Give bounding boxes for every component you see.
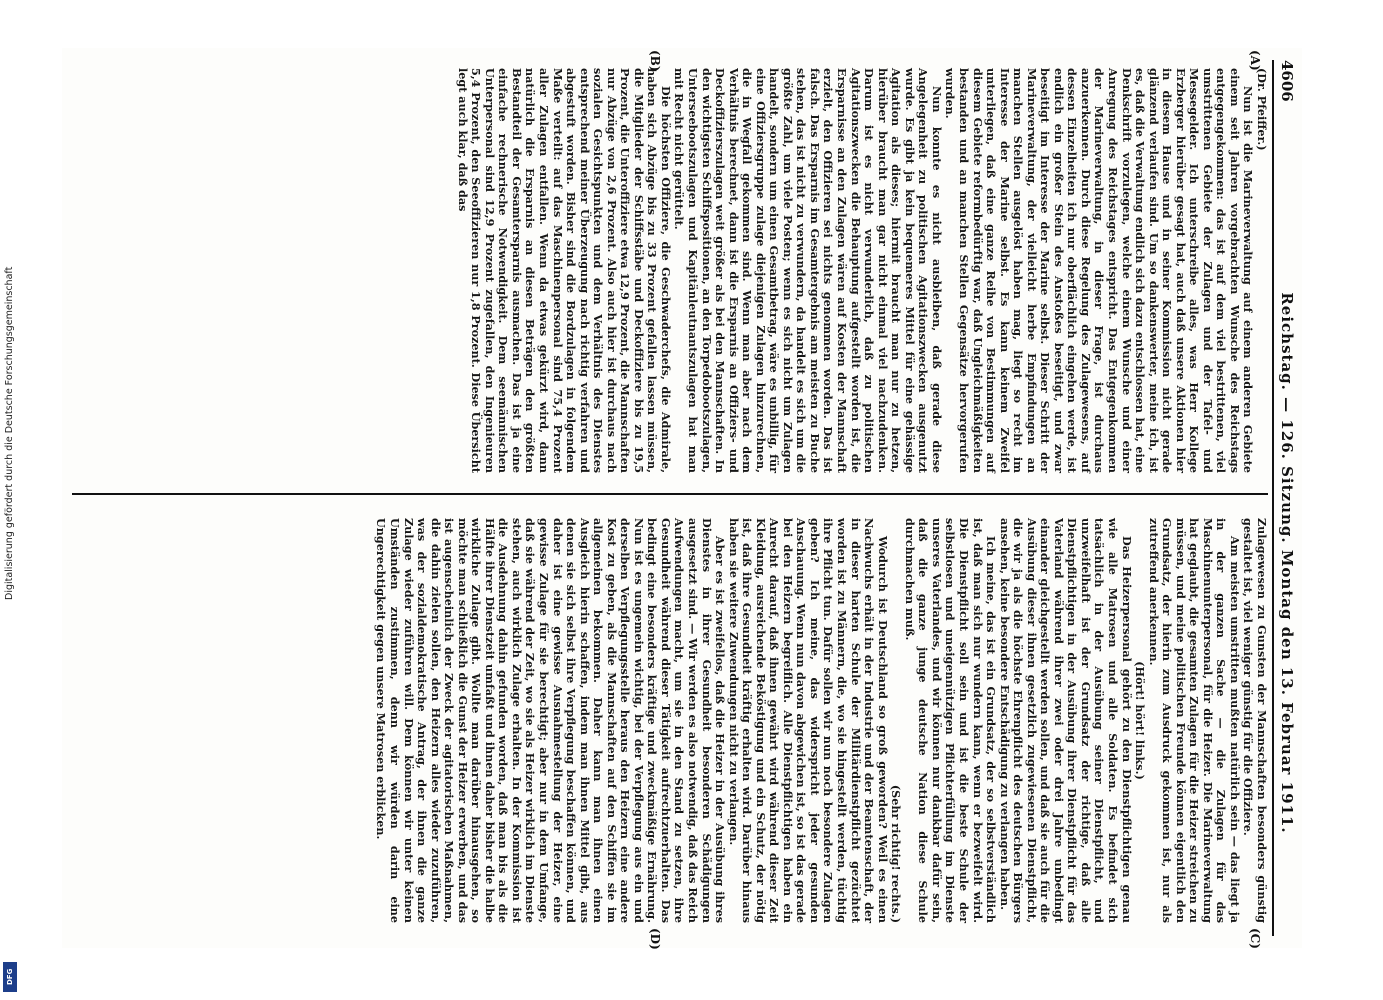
speaker-label: (Dr. Pfeiffer.) bbox=[1255, 68, 1269, 151]
margin-marker-d: (D) bbox=[648, 928, 662, 950]
page-header bbox=[1272, 60, 1296, 936]
paragraph: Am meisten umstritten mußten natürlich sein — das liegt ja in der ganzen Sache — die Zulagen für das Maschinenunterpersonal, für die Heizer. Die Marineverwaltung hat geglaubt, die gesamten Zulagen für die Heizer streichen zu müssen, und meine politischen Freunde können eigentlich den Grundsatz, der hierin zum Ausdruck gekommen ist, nur als zutreffend anerkennen. bbox=[1146, 518, 1242, 923]
paragraph: Nun ist die Marineverwaltung auf einem anderen Gebiete einem seit Jahren vorgebrachten Wunsche des Reichstags entgegengekommen: das ist auf dem viel bestrittenen, viel umstrittenen Gebiete der Zulagen und der Tafel- und Messegelder. Ich unterschreibe alles, was Herr Kollege Erzberger hierüber gesagt hat, auch daß unsere Aktionen hier in diesem Hause und in seiner Kommission nicht gerade glänzend verlaufen sind. Um so dankenswerter, meine ich, ist es, daß die Verwaltung endlich sich dazu entschlossen hat, eine Denkschrift vorzulegen, welche einem Wunsche und einer Anregung des Reichstages entspricht. Das Entgegenkommen der Marineverwaltung, in dieser Frage, ist durchaus anzuerkennen. Durch diese Regelung des Zulagewesens, auf dessen Einzelheiten ich nur oberflächlich eingehen werde, ist endlich ein großer Stein des Anstoßes beseitigt, und zwar beseitigt im Interesse der Marine selbst. Dieser Schritt der Marineverwaltung, der vielleicht herbe Empfindungen an manchen Stellen ausgelöst haben mag, liegt so recht im Interesse der Marine selbst. Es kann keinem Zweifel unterliegen, daß eine ganze Reihe von Bestimmungen auf diesem Gebiete reformbedürftig war, daß Ungleichmäßigkeiten bestanden und an manchen Stellen Gegensätze hervorgerufen wurden. bbox=[943, 68, 1256, 473]
scanned-page bbox=[62, 48, 1302, 948]
right-column bbox=[72, 518, 1268, 923]
paragraph: Ich meine, das ist ein Grundsatz, der so selbstverständlich ist, daß man sich nur wundern kann, wenn er bezweifelt wird. Die Dienstpflicht soll sein und ist die beste Schule der selbstlosen und uneigennützigen Pflichterfüllung im Dienste unseres Vaterlandes, und wir können nur dankbar dafür sein, daß die ganze junge deutsche Nation diese Schule durchmachen muß. bbox=[902, 518, 999, 923]
digitization-credit: Digitalisierung gefördert durch die Deutsche Forschungsgemeinschaft bbox=[4, 266, 15, 600]
paragraph: Aber es ist zweifellos, daß die Heizer in der Ausübung ihres Dienstes in ihrer Gesundheit besonderen Schädigungen ausgesetzt sind. — Wir werden es also notwendig, daß das Reich Aufwendungen macht, um sie in den Stand zu setzen, ihre Gesundheit während dieser Tätigkeit aufrechtzuerhalten. Das bedingt eine besonders kräftige und zweckmäßige Ernährung. Nun ist es ungemein wichtig, bei der Verpflegung aus ein und derselben Verpflegungsstelle heraus den Heizern eine andere Kost zu geben, als die Mannschaften auf den Schiffen sie im allgemeinen bekommen. Daher kann man ihnen einen Ausgleich hierin schaffen, indem man ihnen Mittel gibt, aus denen sie sich selbst ihre Verpflegung beschaffen können, und daher ist eine gewisse Ausnahmestellung der Heizer, eine gewisse Zulage für sie berechtigt; aber nur in dem Umfange, daß sie während der Zeit, wo sie als Heizer wirklich im Dienste stehen, auch wirklich Zulage erhalten. In der Kommission ist die Ausdehnung dahin gefunden worden, daß man bis als die Hälfte ihrer Dienstzeit umfaßt und ihnen daher bisher die halbe wirkliche Zulage gibt. Wollte man darüber hinausgehen, so möchte man schließlich die Gunst der Heizer erwerben, und das ist augenscheinlich der Zweck der agitatorischen Maßnahmen, die dahin zielen sollen, den Heizern alles wieder zuzuführen, was der sozialdemokratische Antrag, der ihnen die ganze Zulage wieder zuführen will. Dem können wir unter keinen Umständen zustimmen, denn wir würden darin eine Ungerechtigkeit gegen unsere Matrosen erblicken. bbox=[374, 518, 728, 923]
column-divider bbox=[72, 493, 1268, 495]
margin-marker-a: (A) bbox=[1248, 50, 1262, 71]
dfg-logo: DFG bbox=[3, 962, 17, 992]
paragraph: Nun konnte es nicht ausbleiben, daß gerade diese Angelegenheit zu politischen Agitationszwecken ausgenutzt wurde. Es gibt ja kein bequemeres Mittel für eine gehässige Agitation als dieses; hiermit braucht man nur zu hetzen, hierüber braucht man gar nicht einmal viel nachzudenken. Darum ist es nicht verwunderlich, daß zu politischen Agitationszwecken die Behauptung aufgestellt worden ist, die Ersparnisse an den Zulagen wären auf Kosten der Mannschaft erzielt, den Offizieren sei nichts genommen worden. Das ist falsch. Das Ersparnis im Gesamtergebnis am meisten zu Buche stehen, das ist nicht zu verwundern, da handelt es sich um die größte Zahl, um viele Posten; wenn es sich nicht um Zulagen handelt, sondern um einen Gesamtbetrag, wäre es unbillig, für eine Offiziersgruppe zulage diejenigen Zulagen hinzurechnen, die in Wegfall gekommen sind. Wenn man aber nach dem Verhältnis berechnet, dann ist die Ersparnis an Offiziers- und Deckoffizierszulagen weit größer als bei den Mannschaften. In den wichtigsten Schiffspositionen, an den Torpedobootszulagen, Unterseebootszulagen und Kapitänleutnantszulagen hat man mit Recht nicht gerüttelt. bbox=[672, 68, 944, 473]
interjection: (Sehr richtig! rechts.) bbox=[889, 784, 904, 923]
page-number: 4606 bbox=[1278, 60, 1296, 102]
page-sheet bbox=[62, 48, 1302, 948]
margin-marker-b: (B) bbox=[648, 50, 662, 72]
paragraph: Das Heizerpersonal gehört zu den Dienstpflichtigen genau wie alle Matrosen und alle Soldaten. Es befindet sich tatsächlich in der Ausübung seiner Dienstpflicht, und unzweifelhaft ist der Grundsatz der richtige, daß alle Dienstpflichtigen in der Ausübung ihrer Dienstpflicht für das Vaterland während ihrer zwei oder drei Jahre unbedingt einander gleichgestellt werden sollen, und daß sie auch für die Ausübung dieser ihnen gesetzlich zugewiesenen Dienstpflicht, die wir ja als die höchste Ehrenpflicht des deutschen Bürgers ansehen, keine besondere Entschädigung zu verlangen haben. bbox=[997, 518, 1134, 923]
paragraph: Zulagewesen zu Gunsten der Mannschaften besonders günstig gestaltet ist, viel weniger günstig für die Offiziere. bbox=[1241, 518, 1269, 923]
paragraph: Die höchsten Offiziere, die Geschwaderchefs, die Admirale, haben sich Abzüge bis zu 33 Prozent gefallen lassen müssen, die Mitglieder der Schiffsstäbe und Deckoffiziere bis zu 19,5 Prozent, die Unteroffiziere etwa 12,9 Prozent, die Mannschaften nur Abzüge von 2,6 Prozent. Also auch hier ist durchaus nach sozialen Gesichtspunkten und dem Verhältnis des Dienstes entsprechend meiner Überzeugung nach richtig verfahren und abgestuft worden. Bisher sind die Bordzulagen in folgendem Maße verteilt: auf das Maschinenpersonal sind 75,4 Prozent aller Zulagen entfallen. Wenn da etwas gekürzt wird, dann natürlich die Ersparnis an diesen Beträgen den größten Bestandteil der Gesamtersparnis ausmachen. Das ist ja eine einfache rechnerische Notwendigkeit. Dem seemännischen Unterpersonal sind 12,9 Prozent zugefallen, den Ingenieuren 5,4 Prozent, den Seeoffizieren nur 1,8 Prozent. Diese Übersicht legt auch klar, daß das bbox=[455, 68, 673, 473]
interjection: (Hört! hört! links.) bbox=[1133, 661, 1148, 780]
left-column bbox=[72, 68, 1268, 473]
paragraph: Wodurch ist Deutschland so groß geworden? Weil es einen Nachwuchs erhält in der Industrie und der Beamtenschaft, der in dieser harten Schule der Militärdienstpflicht gezüchtet worden ist zu Männern, die, wo sie hingestellt werden, tüchtig ihre Pflicht tun. Dafür sollen wir nun noch besondere Zulagen geben? Ich meine, das widerspricht jeder gesunden Anschauung. Wenn nun davon abgewichen ist, so ist das gerade bei den Heizern begreiflich. Alle Dienstpflichtigen haben ein Anrecht darauf, daß ihnen gewährt wird während dieser Zeit Kleidung, ausreichende Beköstigung und ein Schutz, der nötig ist, daß ihre Gesundheit kräftig erhalten wird. Darüber hinaus haben sie weitere Zuwendungen nicht zu verlangen. bbox=[726, 518, 890, 923]
margin-marker-c: (C) bbox=[1248, 928, 1262, 949]
page-running-title: Reichstag. — 126. Sitzung. Montag den 13. Februar 1911. bbox=[1278, 292, 1296, 834]
